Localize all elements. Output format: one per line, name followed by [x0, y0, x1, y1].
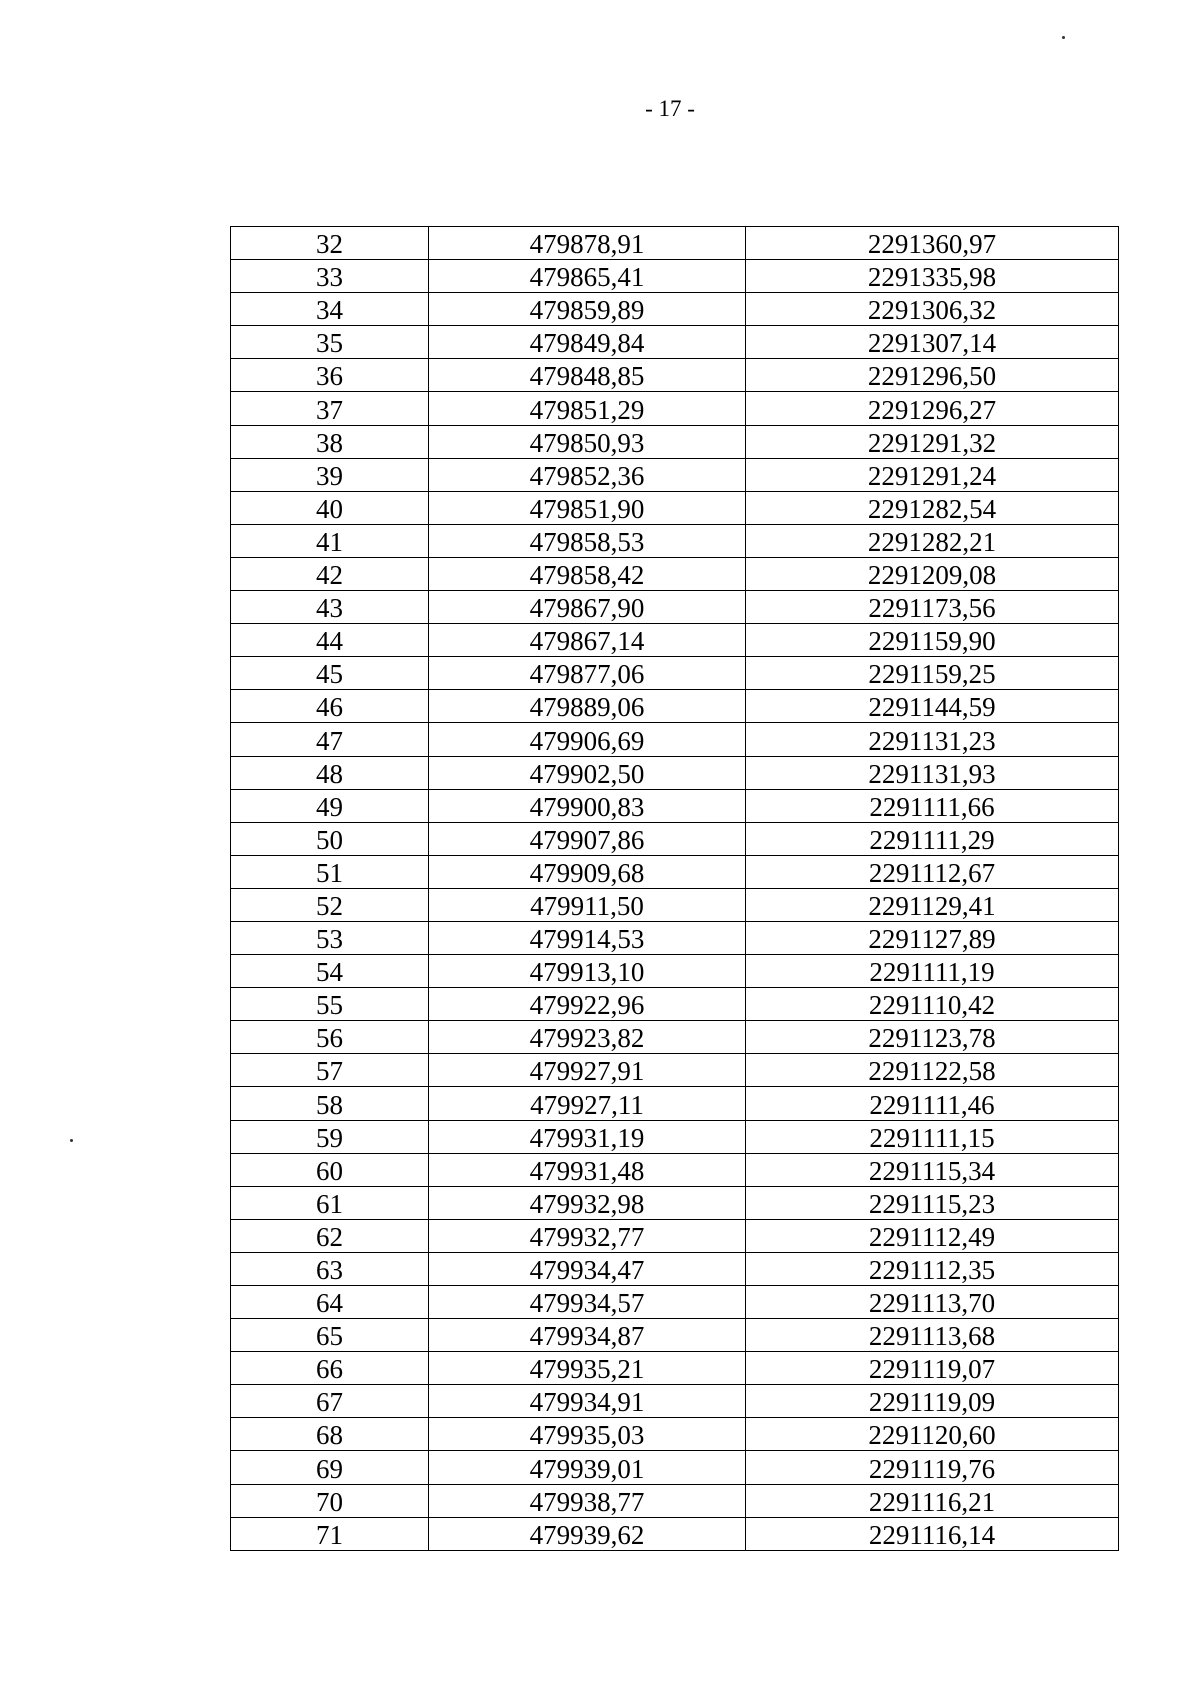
- point-number-cell: 58: [231, 1087, 429, 1120]
- y-coordinate-cell: 2291112,67: [746, 855, 1119, 888]
- x-coordinate-cell: 479858,42: [429, 557, 746, 590]
- table-row: [231, 491, 1119, 524]
- x-coordinate-cell: 479907,86: [429, 822, 746, 855]
- point-number-cell: 34: [231, 293, 429, 326]
- scan-speck: [70, 1139, 73, 1142]
- x-coordinate-cell: 479867,14: [429, 624, 746, 657]
- table-row: [231, 458, 1119, 491]
- table-row: [231, 293, 1119, 326]
- x-coordinate-cell: 479914,53: [429, 921, 746, 954]
- table-row: [231, 624, 1119, 657]
- x-coordinate-cell: 479867,90: [429, 591, 746, 624]
- x-coordinate-cell: 479852,36: [429, 458, 746, 491]
- table-row: [231, 1286, 1119, 1319]
- coordinates-table: [230, 226, 1119, 1551]
- table-row: [231, 392, 1119, 425]
- coordinates-table-body: [231, 227, 1119, 1551]
- y-coordinate-cell: 2291119,09: [746, 1385, 1119, 1418]
- y-coordinate-cell: 2291282,21: [746, 524, 1119, 557]
- x-coordinate-cell: 479934,91: [429, 1385, 746, 1418]
- table-row: [231, 822, 1119, 855]
- point-number-cell: 44: [231, 624, 429, 657]
- point-number-cell: 35: [231, 326, 429, 359]
- table-row: [231, 524, 1119, 557]
- point-number-cell: 40: [231, 491, 429, 524]
- y-coordinate-cell: 2291209,08: [746, 557, 1119, 590]
- point-number-cell: 39: [231, 458, 429, 491]
- x-coordinate-cell: 479939,01: [429, 1451, 746, 1484]
- table-row: [231, 1352, 1119, 1385]
- x-coordinate-cell: 479902,50: [429, 756, 746, 789]
- x-coordinate-cell: 479932,77: [429, 1219, 746, 1252]
- x-coordinate-cell: 479850,93: [429, 425, 746, 458]
- y-coordinate-cell: 2291129,41: [746, 888, 1119, 921]
- y-coordinate-cell: 2291335,98: [746, 260, 1119, 293]
- x-coordinate-cell: 479931,48: [429, 1153, 746, 1186]
- point-number-cell: 50: [231, 822, 429, 855]
- point-number-cell: 61: [231, 1186, 429, 1219]
- x-coordinate-cell: 479865,41: [429, 260, 746, 293]
- y-coordinate-cell: 2291123,78: [746, 1021, 1119, 1054]
- table-row: [231, 1087, 1119, 1120]
- x-coordinate-cell: 479934,47: [429, 1252, 746, 1285]
- point-number-cell: 46: [231, 690, 429, 723]
- y-coordinate-cell: 2291111,19: [746, 955, 1119, 988]
- point-number-cell: 71: [231, 1517, 429, 1550]
- y-coordinate-cell: 2291159,90: [746, 624, 1119, 657]
- x-coordinate-cell: 479906,69: [429, 723, 746, 756]
- x-coordinate-cell: 479848,85: [429, 359, 746, 392]
- y-coordinate-cell: 2291307,14: [746, 326, 1119, 359]
- table-row: [231, 955, 1119, 988]
- y-coordinate-cell: 2291113,68: [746, 1319, 1119, 1352]
- y-coordinate-cell: 2291127,89: [746, 921, 1119, 954]
- point-number-cell: 36: [231, 359, 429, 392]
- x-coordinate-cell: 479900,83: [429, 789, 746, 822]
- point-number-cell: 59: [231, 1120, 429, 1153]
- y-coordinate-cell: 2291119,76: [746, 1451, 1119, 1484]
- point-number-cell: 33: [231, 260, 429, 293]
- x-coordinate-cell: 479851,29: [429, 392, 746, 425]
- x-coordinate-cell: 479935,03: [429, 1418, 746, 1451]
- x-coordinate-cell: 479927,91: [429, 1054, 746, 1087]
- table-row: [231, 1021, 1119, 1054]
- point-number-cell: 54: [231, 955, 429, 988]
- table-row: [231, 326, 1119, 359]
- point-number-cell: 42: [231, 557, 429, 590]
- y-coordinate-cell: 2291144,59: [746, 690, 1119, 723]
- point-number-cell: 57: [231, 1054, 429, 1087]
- point-number-cell: 68: [231, 1418, 429, 1451]
- y-coordinate-cell: 2291306,32: [746, 293, 1119, 326]
- table-row: [231, 756, 1119, 789]
- point-number-cell: 53: [231, 921, 429, 954]
- point-number-cell: 63: [231, 1252, 429, 1285]
- y-coordinate-cell: 2291360,97: [746, 227, 1119, 260]
- point-number-cell: 70: [231, 1484, 429, 1517]
- table-row: [231, 855, 1119, 888]
- x-coordinate-cell: 479889,06: [429, 690, 746, 723]
- point-number-cell: 38: [231, 425, 429, 458]
- x-coordinate-cell: 479858,53: [429, 524, 746, 557]
- table-row: [231, 1451, 1119, 1484]
- y-coordinate-cell: 2291131,23: [746, 723, 1119, 756]
- point-number-cell: 32: [231, 227, 429, 260]
- table-row: [231, 888, 1119, 921]
- point-number-cell: 41: [231, 524, 429, 557]
- y-coordinate-cell: 2291111,46: [746, 1087, 1119, 1120]
- x-coordinate-cell: 479927,11: [429, 1087, 746, 1120]
- table-row: [231, 789, 1119, 822]
- y-coordinate-cell: 2291116,14: [746, 1517, 1119, 1550]
- table-row: [231, 1186, 1119, 1219]
- y-coordinate-cell: 2291112,35: [746, 1252, 1119, 1285]
- x-coordinate-cell: 479932,98: [429, 1186, 746, 1219]
- table-row: [231, 227, 1119, 260]
- y-coordinate-cell: 2291115,34: [746, 1153, 1119, 1186]
- point-number-cell: 45: [231, 657, 429, 690]
- point-number-cell: 56: [231, 1021, 429, 1054]
- point-number-cell: 62: [231, 1219, 429, 1252]
- y-coordinate-cell: 2291112,49: [746, 1219, 1119, 1252]
- point-number-cell: 55: [231, 988, 429, 1021]
- point-number-cell: 43: [231, 591, 429, 624]
- x-coordinate-cell: 479909,68: [429, 855, 746, 888]
- point-number-cell: 60: [231, 1153, 429, 1186]
- table-row: [231, 921, 1119, 954]
- y-coordinate-cell: 2291282,54: [746, 491, 1119, 524]
- table-row: [231, 1484, 1119, 1517]
- x-coordinate-cell: 479922,96: [429, 988, 746, 1021]
- table-row: [231, 260, 1119, 293]
- y-coordinate-cell: 2291131,93: [746, 756, 1119, 789]
- table-row: [231, 1054, 1119, 1087]
- table-row: [231, 723, 1119, 756]
- y-coordinate-cell: 2291291,32: [746, 425, 1119, 458]
- y-coordinate-cell: 2291115,23: [746, 1186, 1119, 1219]
- y-coordinate-cell: 2291173,56: [746, 591, 1119, 624]
- y-coordinate-cell: 2291296,50: [746, 359, 1119, 392]
- x-coordinate-cell: 479877,06: [429, 657, 746, 690]
- y-coordinate-cell: 2291122,58: [746, 1054, 1119, 1087]
- table-row: [231, 1517, 1119, 1550]
- x-coordinate-cell: 479851,90: [429, 491, 746, 524]
- table-row: [231, 1252, 1119, 1285]
- x-coordinate-cell: 479939,62: [429, 1517, 746, 1550]
- x-coordinate-cell: 479934,87: [429, 1319, 746, 1352]
- point-number-cell: 66: [231, 1352, 429, 1385]
- y-coordinate-cell: 2291116,21: [746, 1484, 1119, 1517]
- x-coordinate-cell: 479935,21: [429, 1352, 746, 1385]
- table-row: [231, 1153, 1119, 1186]
- y-coordinate-cell: 2291111,29: [746, 822, 1119, 855]
- y-coordinate-cell: 2291296,27: [746, 392, 1119, 425]
- y-coordinate-cell: 2291119,07: [746, 1352, 1119, 1385]
- point-number-cell: 48: [231, 756, 429, 789]
- point-number-cell: 47: [231, 723, 429, 756]
- table-row: [231, 591, 1119, 624]
- table-row: [231, 1385, 1119, 1418]
- y-coordinate-cell: 2291291,24: [746, 458, 1119, 491]
- y-coordinate-cell: 2291111,66: [746, 789, 1119, 822]
- table-row: [231, 1120, 1119, 1153]
- y-coordinate-cell: 2291120,60: [746, 1418, 1119, 1451]
- table-row: [231, 657, 1119, 690]
- x-coordinate-cell: 479849,84: [429, 326, 746, 359]
- point-number-cell: 64: [231, 1286, 429, 1319]
- table-row: [231, 988, 1119, 1021]
- table-row: [231, 1219, 1119, 1252]
- table-row: [231, 1418, 1119, 1451]
- y-coordinate-cell: 2291113,70: [746, 1286, 1119, 1319]
- x-coordinate-cell: 479859,89: [429, 293, 746, 326]
- table-row: [231, 1319, 1119, 1352]
- point-number-cell: 69: [231, 1451, 429, 1484]
- x-coordinate-cell: 479923,82: [429, 1021, 746, 1054]
- y-coordinate-cell: 2291110,42: [746, 988, 1119, 1021]
- x-coordinate-cell: 479931,19: [429, 1120, 746, 1153]
- x-coordinate-cell: 479878,91: [429, 227, 746, 260]
- x-coordinate-cell: 479934,57: [429, 1286, 746, 1319]
- table-row: [231, 557, 1119, 590]
- y-coordinate-cell: 2291111,15: [746, 1120, 1119, 1153]
- point-number-cell: 51: [231, 855, 429, 888]
- point-number-cell: 67: [231, 1385, 429, 1418]
- point-number-cell: 49: [231, 789, 429, 822]
- table-row: [231, 690, 1119, 723]
- point-number-cell: 52: [231, 888, 429, 921]
- page-number: - 17 -: [645, 96, 695, 121]
- x-coordinate-cell: 479938,77: [429, 1484, 746, 1517]
- x-coordinate-cell: 479913,10: [429, 955, 746, 988]
- table-row: [231, 425, 1119, 458]
- point-number-cell: 37: [231, 392, 429, 425]
- table-row: [231, 359, 1119, 392]
- scan-speck: [1062, 36, 1065, 39]
- x-coordinate-cell: 479911,50: [429, 888, 746, 921]
- point-number-cell: 65: [231, 1319, 429, 1352]
- y-coordinate-cell: 2291159,25: [746, 657, 1119, 690]
